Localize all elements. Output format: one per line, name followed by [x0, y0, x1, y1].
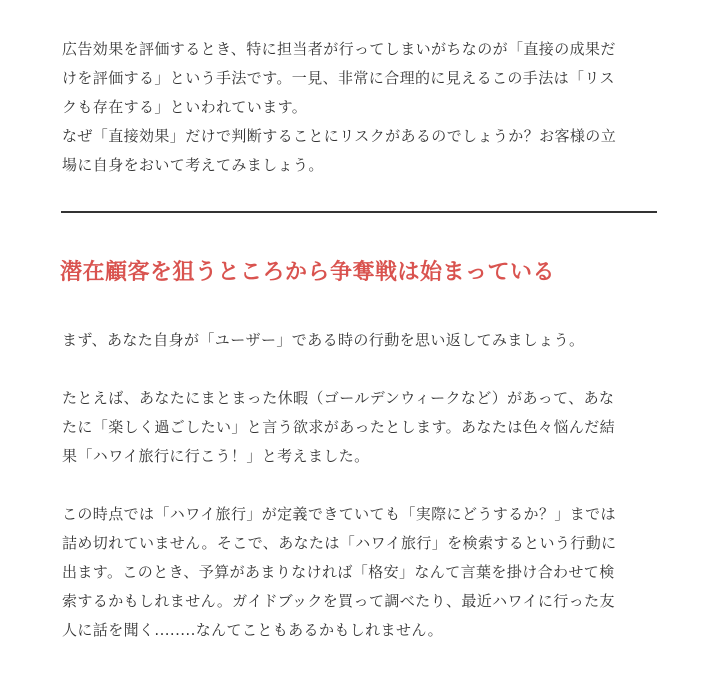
intro-paragraph-2: なぜ「直接効果」だけで判断することにリスクがあるのでしょうか？お客様の立 場に自身をおいて考えてみましょう。 — [62, 127, 617, 174]
section-divider — [61, 211, 657, 213]
section-paragraph-1: まず、あなた自身が「ユーザー」である時の行動を思い返してみましょう。 — [62, 331, 585, 349]
section-paragraph-3: この時点では「ハワイ旅行」が定義できていても「実際にどうするか？」までは 詰め切れていません。そこで、あなたは「ハワイ旅行」を検索するという行動に 出ます。このとき、予算があまりなければ「格安」なんて言葉を掛け合わせて検 索するかもしれません。ガイドブックを買って調べたり、最近ハワイに行った友 人に話を聞く........なんてこともあるかもしれません。 — [62, 505, 617, 639]
intro-paragraph-1: 広告効果を評価するとき、特に担当者が行ってしまいがちなのが「直接の成果だ けを評価する」という手法です。一見、非常に合理的に見えるこの手法は「リス クも存在する」といわれています。 — [62, 40, 616, 116]
section-paragraph-2: たとえば、あなたにまとまった休暇（ゴールデンウィークなど）があって、あな たに「楽しく過ごしたい」と言う欲求があったとします。あなたは色々悩んだ結 果「ハワイ旅行に行こう！」と考えました。 — [62, 389, 616, 465]
section-heading: 潜在顧客を狙うところから争奪戦は始まっている — [60, 260, 556, 285]
